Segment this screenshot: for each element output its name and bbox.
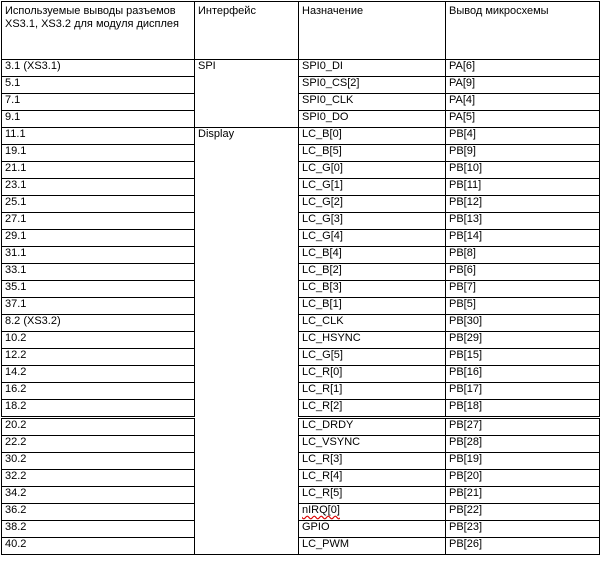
cell-purpose: LC_B[3] (299, 281, 446, 298)
pin-assignment-table (1, 1, 600, 555)
cell-chip-pin: PB[21] (446, 487, 600, 504)
cell-purpose: LC_G[2] (299, 196, 446, 213)
cell-chip-pin: PB[12] (446, 196, 600, 213)
cell-purpose: LC_DRDY (299, 418, 446, 436)
cell-purpose: LC_HSYNC (299, 332, 446, 349)
table-row (2, 504, 600, 521)
table-row (2, 383, 600, 400)
cell-chip-pin: PA[9] (446, 77, 600, 94)
cell-chip-pin: PB[19] (446, 453, 600, 470)
cell-pin: 10.2 (2, 332, 195, 349)
cell-pin: 8.2 (XS3.2) (2, 315, 195, 332)
table-row (2, 400, 600, 418)
cell-purpose: LC_G[0] (299, 162, 446, 179)
cell-purpose: LC_PWM (299, 538, 446, 555)
cell-pin: 16.2 (2, 383, 195, 400)
cell-pin: 37.1 (2, 298, 195, 315)
cell-chip-pin: PB[27] (446, 418, 600, 436)
cell-pin: 19.1 (2, 145, 195, 162)
table-row (2, 521, 600, 538)
cell-chip-pin: PB[16] (446, 366, 600, 383)
cell-purpose: LC_R[2] (299, 400, 446, 418)
cell-purpose: nIRQ[0] (299, 504, 446, 521)
cell-pin: 12.2 (2, 349, 195, 366)
table-row (2, 332, 600, 349)
cell-purpose: SPI0_CLK (299, 94, 446, 111)
cell-pin: 27.1 (2, 213, 195, 230)
cell-purpose: LC_VSYNC (299, 436, 446, 453)
cell-chip-pin: PB[29] (446, 332, 600, 349)
table-row (2, 436, 600, 453)
cell-chip-pin: PB[11] (446, 179, 600, 196)
header-pins: Используемые выводы разъемов XS3.1, XS3.2 для модуля дисплея (2, 2, 195, 60)
table-row (2, 77, 600, 94)
cell-purpose: LC_B[5] (299, 145, 446, 162)
table-row (2, 60, 600, 77)
cell-chip-pin: PB[22] (446, 504, 600, 521)
cell-pin: 34.2 (2, 487, 195, 504)
cell-chip-pin: PB[6] (446, 264, 600, 281)
table-row (2, 162, 600, 179)
table-row (2, 538, 600, 555)
cell-chip-pin: PB[23] (446, 521, 600, 538)
cell-pin: 11.1 (2, 128, 195, 145)
table-body (2, 60, 600, 555)
cell-purpose: LC_G[1] (299, 179, 446, 196)
cell-pin: 32.2 (2, 470, 195, 487)
table-row (2, 281, 600, 298)
cell-chip-pin: PB[28] (446, 436, 600, 453)
cell-pin: 5.1 (2, 77, 195, 94)
cell-pin: 35.1 (2, 281, 195, 298)
cell-pin: 40.2 (2, 538, 195, 555)
cell-chip-pin: PB[8] (446, 247, 600, 264)
cell-pin: 29.1 (2, 230, 195, 247)
cell-chip-pin: PA[5] (446, 111, 600, 128)
cell-chip-pin: PA[4] (446, 94, 600, 111)
cell-pin: 14.2 (2, 366, 195, 383)
cell-pin: 21.1 (2, 162, 195, 179)
table-row (2, 179, 600, 196)
table-row (2, 487, 600, 504)
table-row (2, 230, 600, 247)
cell-purpose: LC_B[1] (299, 298, 446, 315)
cell-pin: 33.1 (2, 264, 195, 281)
cell-chip-pin: PB[10] (446, 162, 600, 179)
cell-purpose: LC_R[4] (299, 470, 446, 487)
cell-purpose: LC_G[3] (299, 213, 446, 230)
cell-chip-pin: PB[20] (446, 470, 600, 487)
cell-pin: 38.2 (2, 521, 195, 538)
cell-chip-pin: PB[18] (446, 400, 600, 418)
table-row (2, 349, 600, 366)
cell-purpose: LC_CLK (299, 315, 446, 332)
cell-purpose: LC_R[5] (299, 487, 446, 504)
cell-pin: 22.2 (2, 436, 195, 453)
cell-purpose: LC_G[4] (299, 230, 446, 247)
cell-pin: 20.2 (2, 418, 195, 436)
cell-interface: Display (195, 128, 299, 555)
table-row (2, 315, 600, 332)
cell-purpose: SPI0_CS[2] (299, 77, 446, 94)
table-row (2, 264, 600, 281)
table-row (2, 453, 600, 470)
cell-purpose: LC_G[5] (299, 349, 446, 366)
cell-chip-pin: PB[5] (446, 298, 600, 315)
cell-chip-pin: PB[13] (446, 213, 600, 230)
cell-purpose: LC_B[0] (299, 128, 446, 145)
table-row (2, 145, 600, 162)
cell-chip-pin: PB[17] (446, 383, 600, 400)
cell-pin: 7.1 (2, 94, 195, 111)
table-row (2, 213, 600, 230)
cell-chip-pin: PA[6] (446, 60, 600, 77)
header-interface: Интерфейс (195, 2, 299, 60)
table-header-row (2, 2, 600, 60)
cell-pin: 18.2 (2, 400, 195, 418)
cell-purpose: LC_B[2] (299, 264, 446, 281)
cell-chip-pin: PB[30] (446, 315, 600, 332)
cell-pin: 23.1 (2, 179, 195, 196)
header-chip-pin: Вывод микросхемы (446, 2, 600, 60)
cell-purpose: LC_R[1] (299, 383, 446, 400)
table-row (2, 247, 600, 264)
cell-pin: 3.1 (XS3.1) (2, 60, 195, 77)
table-row (2, 196, 600, 213)
cell-purpose: LC_B[4] (299, 247, 446, 264)
cell-chip-pin: PB[7] (446, 281, 600, 298)
cell-chip-pin: PB[14] (446, 230, 600, 247)
cell-pin: 31.1 (2, 247, 195, 264)
cell-purpose: LC_R[3] (299, 453, 446, 470)
header-purpose: Назначение (299, 2, 446, 60)
cell-chip-pin: PB[9] (446, 145, 600, 162)
table-row (2, 111, 600, 128)
cell-purpose: SPI0_DO (299, 111, 446, 128)
cell-pin: 9.1 (2, 111, 195, 128)
cell-pin: 36.2 (2, 504, 195, 521)
table-row (2, 94, 600, 111)
cell-chip-pin: PB[4] (446, 128, 600, 145)
cell-pin: 30.2 (2, 453, 195, 470)
cell-purpose: GPIO (299, 521, 446, 538)
table-row (2, 128, 600, 145)
table-row (2, 366, 600, 383)
cell-pin: 25.1 (2, 196, 195, 213)
table-row (2, 298, 600, 315)
cell-purpose: LC_R[0] (299, 366, 446, 383)
table-row (2, 470, 600, 487)
cell-interface: SPI (195, 60, 299, 128)
cell-purpose: SPI0_DI (299, 60, 446, 77)
cell-chip-pin: PB[26] (446, 538, 600, 555)
table-row (2, 418, 600, 436)
cell-chip-pin: PB[15] (446, 349, 600, 366)
